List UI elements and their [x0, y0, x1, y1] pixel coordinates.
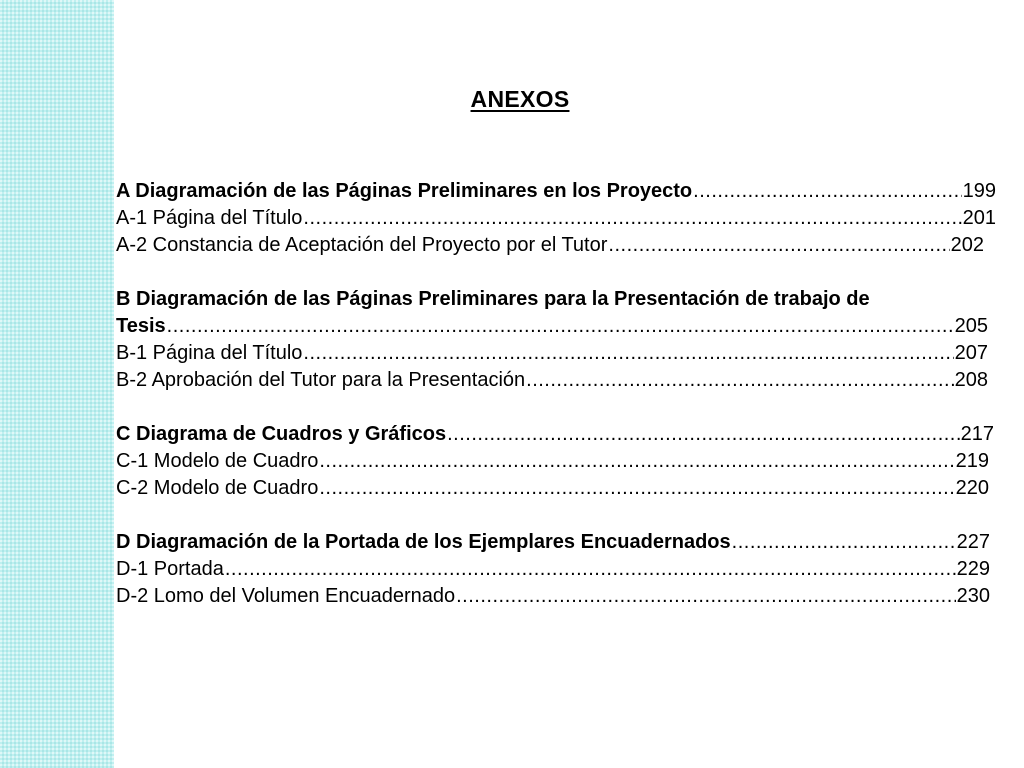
- section-gap: [116, 394, 996, 421]
- toc-item-label: C-1 Modelo de Cuadro: [116, 450, 319, 472]
- toc-heading-b-line1: B Diagramación de las Páginas Preliminares para la Presentación de trabajo de: [116, 288, 870, 310]
- page-number: 208: [954, 369, 988, 391]
- dot-leader: [693, 178, 961, 205]
- toc-heading-a: [116, 178, 996, 205]
- decorative-side-band: [0, 0, 114, 768]
- toc-item-a1: [116, 205, 996, 232]
- dot-leader: [303, 205, 961, 232]
- page-number: 205: [954, 315, 988, 337]
- toc-item-c1: [116, 448, 989, 475]
- section-gap: [116, 259, 996, 286]
- page-number: 202: [950, 234, 984, 256]
- toc-heading-label: D Diagramación de la Portada de los Ejemplares Encuadernados: [116, 531, 731, 553]
- page-number: 199: [962, 180, 996, 202]
- dot-leader: [167, 313, 954, 340]
- toc-heading-label: C Diagrama de Cuadros y Gráficos: [116, 423, 447, 445]
- toc-heading-label: Tesis: [116, 315, 166, 337]
- toc-item-label: A-1 Página del Título: [116, 207, 303, 229]
- dot-leader: [608, 232, 949, 259]
- page-number: 220: [955, 477, 989, 499]
- page-number: 219: [955, 450, 989, 472]
- page-number: 217: [960, 423, 994, 445]
- dot-leader: [319, 448, 954, 475]
- toc-item-b1: [116, 340, 988, 367]
- toc-heading-label: A Diagramación de las Páginas Preliminares en los Proyecto: [116, 180, 693, 202]
- page-number: 201: [962, 207, 996, 229]
- toc-item-b2: [116, 367, 988, 394]
- toc-heading-b: [116, 313, 988, 340]
- page-number: 230: [956, 585, 990, 607]
- toc-heading-c: [116, 421, 994, 448]
- toc-item-a2: [116, 232, 984, 259]
- toc-item-label: D-1 Portada: [116, 558, 224, 580]
- toc-heading-d: [116, 529, 990, 556]
- toc-item-label: C-2 Modelo de Cuadro: [116, 477, 319, 499]
- toc-item-d2: [116, 583, 990, 610]
- page-number: 207: [954, 342, 988, 364]
- dot-leader: [526, 367, 953, 394]
- dot-leader: [303, 340, 953, 367]
- table-of-contents: [116, 178, 996, 610]
- page-number: 227: [956, 531, 990, 553]
- dot-leader: [319, 475, 954, 502]
- section-gap: [116, 502, 996, 529]
- dot-leader: [225, 556, 956, 583]
- toc-item-label: D-2 Lomo del Volumen Encuadernado: [116, 585, 456, 607]
- toc-item-c2: [116, 475, 989, 502]
- dot-leader: [456, 583, 956, 610]
- toc-item-label: A-2 Constancia de Aceptación del Proyecto por el Tutor: [116, 234, 608, 256]
- dot-leader: [447, 421, 960, 448]
- toc-item-label: B-2 Aprobación del Tutor para la Presentación: [116, 369, 526, 391]
- page-number: 229: [956, 558, 990, 580]
- toc-item-label: B-1 Página del Título: [116, 342, 303, 364]
- dot-leader: [732, 529, 956, 556]
- page-title: ANEXOS: [470, 86, 570, 112]
- toc-item-d1: [116, 556, 990, 583]
